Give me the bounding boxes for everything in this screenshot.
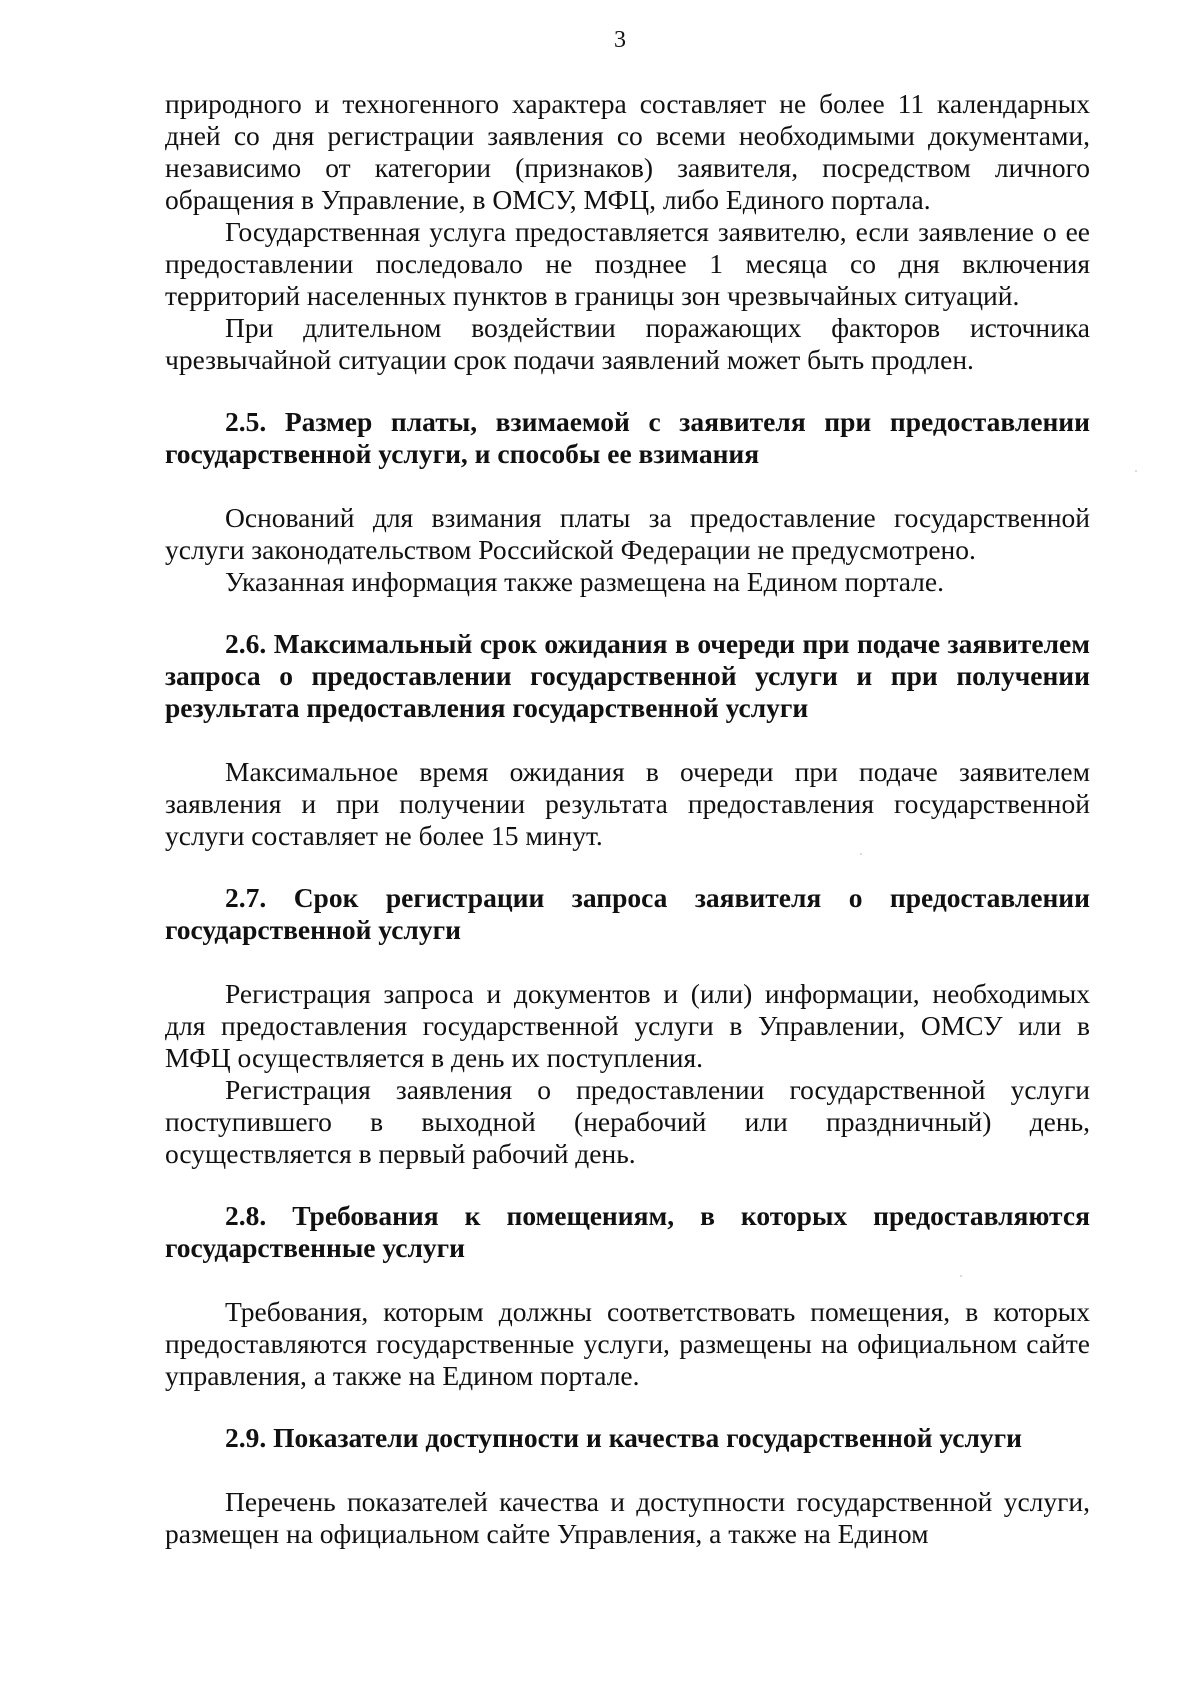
scan-speck	[1135, 470, 1137, 472]
paragraph: Максимальное время ожидания в очереди при подаче заявителем заявления и при получении результата предоставления государственной услуги составляет не более 15 минут.	[165, 756, 1090, 851]
spacer	[165, 598, 1090, 628]
section-heading-2-6: 2.6. Максимальный срок ожидания в очереди при подаче заявителем запроса о предоставлении государственной услуги и при получении результата предоставления государственной услуги	[165, 628, 1090, 723]
section-heading-2-8: 2.8. Требования к помещениям, в которых предоставляются государственные услуги	[165, 1200, 1090, 1263]
section-heading-2-5: 2.5. Размер платы, взимаемой с заявителя при предоставлении государственной услуги, и способы ее взимания	[165, 406, 1090, 469]
spacer	[165, 1392, 1090, 1422]
spacer	[165, 724, 1090, 756]
paragraph: Требования, которым должны соответствовать помещения, в которых предоставляются государственные услуги, размещены на официальном сайте управления, а также на Едином портале.	[165, 1296, 1090, 1391]
spacer	[165, 1170, 1090, 1200]
spacer	[165, 1454, 1090, 1486]
document-body	[165, 88, 1090, 1550]
paragraph-continuation: природного и техногенного характера составляет не более 11 календарных дней со дня регистрации заявления со всеми необходимыми документами, независимо от категории (признаков) заявителя, посредством личного обращения в Управление, в ОМСУ, МФЦ, либо Единого портала.	[165, 88, 1090, 215]
paragraph: При длительном воздействии поражающих факторов источника чрезвычайной ситуации срок подачи заявлений может быть продлен.	[165, 312, 1090, 375]
scan-speck	[860, 853, 862, 855]
spacer	[165, 852, 1090, 882]
paragraph: Оснований для взимания платы за предоставление государственной услуги законодательством Российской Федерации не предусмотрено.	[165, 502, 1090, 565]
section-heading-2-7: 2.7. Срок регистрации запроса заявителя о предоставлении государственной услуги	[165, 882, 1090, 945]
paragraph: Указанная информация также размещена на Едином портале.	[225, 566, 944, 597]
paragraph: Государственная услуга предоставляется заявителю, если заявление о ее предоставлении последовало не позднее 1 месяца со дня включения территорий населенных пунктов в границы зон чрезвычайных ситуаций.	[165, 216, 1090, 311]
spacer	[165, 946, 1090, 978]
scan-speck	[960, 1275, 962, 1277]
paragraph: Регистрация заявления о предоставлении государственной услуги поступившего в выходной (нерабочий или праздничный) день, осуществляется в первый рабочий день.	[165, 1074, 1090, 1169]
paragraph-truncated: Перечень показателей качества и доступности государственной услуги, размещен на официальном сайте Управления, а также на Едином	[165, 1486, 1090, 1549]
paragraph: Регистрация запроса и документов и (или) информации, необходимых для предоставления государственной услуги в Управлении, ОМСУ или в МФЦ осуществляется в день их поступления.	[165, 978, 1090, 1073]
section-heading-2-9: 2.9. Показатели доступности и качества государственной услуги	[225, 1422, 1022, 1453]
page-number: 3	[614, 27, 626, 53]
spacer	[165, 376, 1090, 406]
spacer	[165, 1264, 1090, 1296]
spacer	[165, 470, 1090, 502]
